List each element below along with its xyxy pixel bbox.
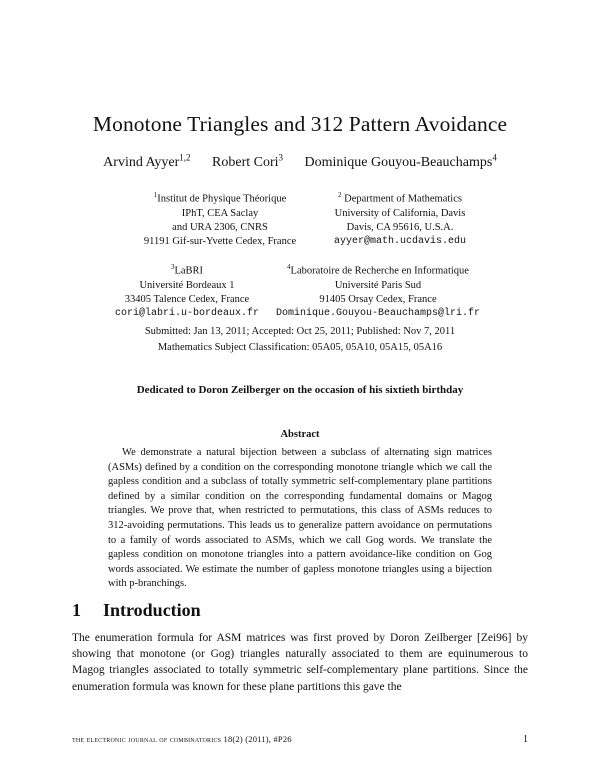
page-number: 1: [523, 734, 528, 745]
submission-dates: Submitted: Jan 13, 2011; Accepted: Oct 25, 2011; Published: Nov 7, 2011: [144, 326, 456, 337]
author: Arvind Ayyer$^{1,2}$: [103, 152, 191, 170]
section-number: 1: [72, 600, 81, 620]
author-email[interactable]: cori@labri.u-bordeaux.fr: [114, 307, 260, 319]
abstract-body: We demonstrate a natural bijection between a subclass of alternating sign matrices (ASMs) defined by a condition on the corresponding monotone triangle which we call the gapless condition and a subclass of totally symmetric self-complementary plane partitions defined by a similar condition on the corresponding fundamental domains or Magog triangles. We prove that, when restricted to permutations, this class of ASMs reduces to 312-avoiding permutations. This leads us to generalize pattern avoidance on permutations to a family of words associated to ASMs, which we call Gog words. We translate the gapless condition on monotone triangles into a pattern avoidance-like condition on Gog words associated. We estimate the number of gapless monotone triangles using a bijection with p-branchings.: [108, 447, 492, 590]
author-list: [0, 152, 600, 171]
section-title: Introduction: [103, 600, 201, 620]
dedication: Dedicated to Doron Zeilberger on the occasion of his sixtieth birthday: [136, 384, 464, 396]
affiliation: $^1$Institut de Physique Théorique IPhT, CEA Saclay and URA 2306, CNRS 91191 Gif-sur-Yvette Cedex, France: [143, 191, 297, 247]
affiliation: $^4$Laboratoire de Recherche en Informatique Université Paris Sud 91405 Orsay Cedex, France Dominique.Gouyou-Beauchamps@lri.fr: [262, 260, 494, 321]
author-email[interactable]: ayyer@math.ucdavis.edu: [333, 235, 467, 247]
page-footer: [72, 734, 528, 744]
introduction-paragraph: The enumeration formula for ASM matrices was first proved by Doron Zeilberger [Zei96] by showing that monotone (or Gog) triangles naturally associated to them are equinumerous to Magog triangles associated to totally symmetric self-complementary plane partitions. Since the enumeration formula was known for these plane partitions this gave the: [72, 632, 528, 693]
author-email[interactable]: Dominique.Gouyou-Beauchamps@lri.fr: [275, 307, 481, 319]
section-heading: [72, 600, 201, 621]
journal-citation: the electronic journal of combinatorics 18(2) (2011), #P26: [72, 734, 292, 744]
author: Dominique Gouyou-Beauchamps$^4$: [304, 152, 497, 170]
affiliation: $^3$LaBRI Université Bordeaux 1 33405 Talence Cedex, France cori@labri.u-bordeaux.fr: [106, 260, 268, 321]
abstract-heading: Abstract: [280, 429, 320, 440]
subject-classification: Mathematics Subject Classification: 05A05, 05A10, 05A15, 05A16: [157, 342, 443, 353]
affiliation: $^2$ Department of Mathematics University of California, Davis Davis, CA 95616, U.S.A. ayyer@math.ucdavis.edu: [312, 188, 488, 249]
paper-title: Monotone Triangles and 312 Pattern Avoidance: [92, 112, 508, 136]
author: Robert Cori$^3$: [212, 152, 284, 170]
